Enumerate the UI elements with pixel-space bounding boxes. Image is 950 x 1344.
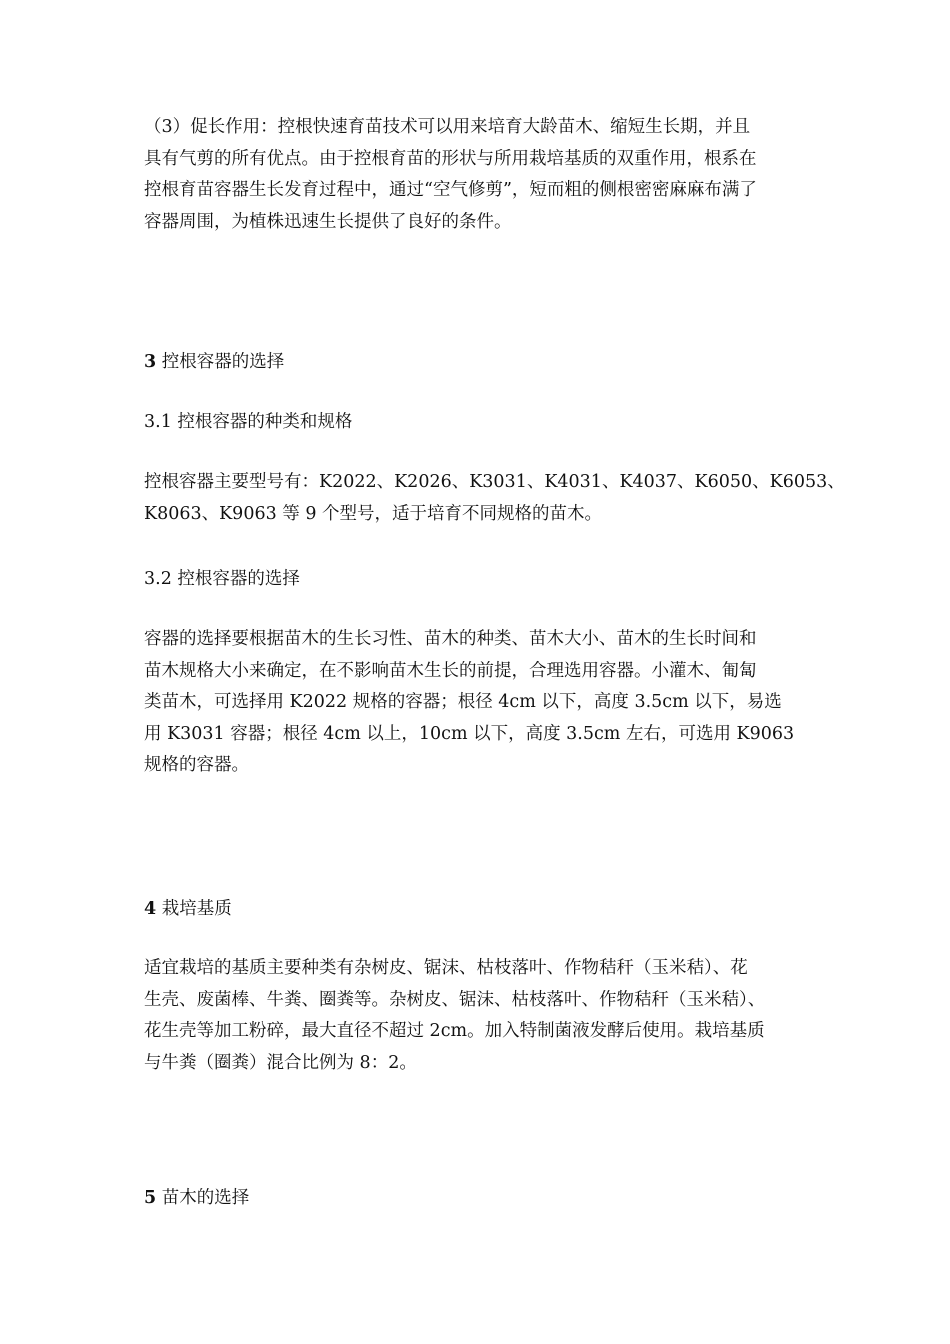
text-line: 用 K3031 容器；根径 4cm 以上，10cm 以下，高度 3.5cm 左右，可选用 K9063	[144, 723, 795, 744]
heading-section-3-2	[144, 564, 814, 596]
text-line: K8063、K9063 等 9 个型号，适于培育不同规格的苗木。	[144, 503, 603, 524]
paragraph-container-selection	[144, 624, 814, 782]
paragraph-growth-promotion	[144, 112, 814, 238]
heading-title: 3.1 控根容器的种类和规格	[144, 412, 353, 432]
text-line: 适宜栽培的基质主要种类有杂树皮、锯沫、枯枝落叶、作物秸秆（玉米秸）、花	[144, 958, 748, 978]
text-line: 规格的容器。	[144, 755, 249, 775]
text-line: 生壳、废菌棒、牛粪、圈粪等。杂树皮、锯沫、枯枝落叶、作物秸秆（玉米秸）、	[144, 989, 766, 1010]
paragraph-container-models	[144, 467, 845, 530]
heading-title: 栽培基质	[161, 899, 232, 919]
heading-number: 5	[144, 1188, 157, 1208]
text-line: （3）促长作用：控根快速育苗技术可以用来培育大龄苗木、缩短生长期，并且	[144, 117, 751, 137]
heading-section-3-1	[144, 407, 814, 439]
heading-number: 3	[144, 352, 157, 372]
heading-section-4	[144, 894, 814, 926]
text-line: 控根育苗容器生长发育过程中，通过“空气修剪”，短而粗的侧根密密麻麻布满了	[144, 180, 757, 200]
heading-section-5	[144, 1183, 814, 1215]
text-line: 与牛粪（圈粪）混合比例为 8：2。	[144, 1052, 417, 1073]
heading-title: 控根容器的选择	[161, 352, 285, 372]
text-line: 花生壳等加工粉碎，最大直径不超过 2cm。加入特制菌液发酵后使用。栽培基质	[144, 1021, 765, 1041]
heading-section-3	[144, 347, 814, 379]
text-line: 具有气剪的所有优点。由于控根育苗的形状与所用栽培基质的双重作用，根系在	[144, 148, 757, 169]
paragraph-substrate	[144, 953, 814, 1079]
heading-title: 3.2 控根容器的选择	[144, 569, 300, 589]
text-line: 控根容器主要型号有：K2022、K2026、K3031、K4031、K4037、K6050、K6053、	[144, 472, 845, 492]
heading-number: 4	[144, 899, 157, 919]
text-line: 类苗木，可选择用 K2022 规格的容器；根径 4cm 以下，高度 3.5cm 以下，易选	[144, 692, 782, 712]
text-line: 容器周围，为植株迅速生长提供了良好的条件。	[144, 211, 512, 232]
text-line: 容器的选择要根据苗木的生长习性、苗木的种类、苗木大小、苗木的生长时间和	[144, 629, 757, 649]
text-line: 苗木规格大小来确定，在不影响苗木生长的前提，合理选用容器。小灌木、匍匐	[144, 660, 757, 681]
heading-title: 苗木的选择	[161, 1188, 250, 1208]
